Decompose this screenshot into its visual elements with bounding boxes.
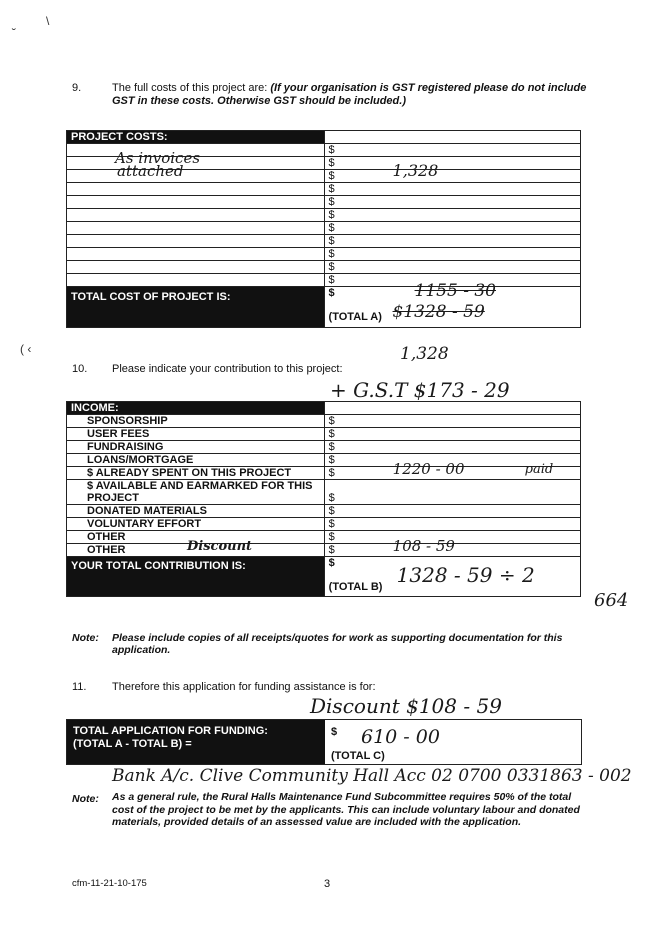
income-label: $ AVAILABLE AND EARMARKED FOR THIS PROJECT bbox=[87, 480, 313, 504]
total-contribution-label: YOUR TOTAL CONTRIBUTION IS: bbox=[67, 557, 325, 597]
income-dollar: $ bbox=[328, 441, 335, 453]
project-cost-description: As invoices bbox=[115, 149, 201, 167]
project-cost-dollar: $ bbox=[328, 248, 335, 260]
total-b-value: 1328 - 59 ÷ 2 bbox=[396, 563, 535, 587]
scan-mark: ( ‹ bbox=[20, 342, 32, 356]
income-dollar: $ bbox=[328, 454, 335, 466]
question-11-number: 11. bbox=[72, 681, 87, 693]
project-cost-dollar: $ bbox=[328, 157, 335, 169]
income-row bbox=[67, 480, 581, 505]
project-cost-row bbox=[67, 261, 581, 274]
project-cost-dollar: $ bbox=[328, 196, 335, 208]
income-dollar: $ bbox=[328, 467, 335, 479]
project-cost-amount: 1,328 bbox=[392, 161, 439, 180]
income-label: FUNDRAISING bbox=[87, 441, 164, 453]
income-dollar: $ bbox=[328, 518, 335, 530]
income-label: LOANS/MORTGAGE bbox=[87, 454, 194, 466]
discount-note: Discount $108 - 59 bbox=[310, 694, 502, 718]
project-cost-dollar: $ bbox=[328, 222, 335, 234]
question-9-number: 9. bbox=[72, 82, 82, 94]
total-b-label: (TOTAL B) bbox=[328, 581, 383, 593]
income-row bbox=[67, 544, 581, 557]
question-9-text: The full costs of this project are: bbox=[112, 82, 268, 94]
question-9 bbox=[112, 82, 592, 108]
funding-label-cell bbox=[67, 720, 325, 764]
total-a-corrected: 1,328 bbox=[400, 344, 449, 364]
income-label: OTHER bbox=[87, 544, 126, 556]
income-label: DONATED MATERIALS bbox=[87, 505, 207, 517]
note-2-label: Note: bbox=[72, 793, 99, 805]
form-code: cfm-11-21-10-175 bbox=[72, 878, 147, 889]
income-dollar: $ bbox=[328, 415, 335, 427]
income-label: $ ALREADY SPENT ON THIS PROJECT bbox=[87, 467, 292, 479]
question-9-instruction: (If your organisation is GST registered please do not include GST in these costs. Otherwise GST should be included.) bbox=[112, 82, 587, 107]
income-amount: 1220 - 00 bbox=[392, 460, 465, 478]
total-cost-label: TOTAL COST OF PROJECT IS: bbox=[67, 287, 325, 328]
funding-formula: (TOTAL A - TOTAL B) = bbox=[73, 738, 192, 750]
project-cost-row bbox=[67, 222, 581, 235]
total-a-dollar: $ bbox=[328, 287, 335, 299]
income-dollar: $ bbox=[328, 544, 335, 556]
project-cost-row bbox=[67, 209, 581, 222]
income-dollar: $ bbox=[328, 505, 335, 517]
income-dollar: $ bbox=[328, 531, 335, 543]
project-costs-table bbox=[66, 130, 581, 328]
note-1-text: Please include copies of all receipts/quotes for work as supporting documentation for this application. bbox=[112, 632, 563, 656]
income-header: INCOME: bbox=[67, 402, 325, 415]
income-label: SPONSORSHIP bbox=[87, 415, 168, 427]
gst-note: + G.S.T $173 - 29 bbox=[330, 378, 510, 402]
scan-mark: \ bbox=[46, 14, 50, 28]
project-cost-dollar: $ bbox=[328, 144, 335, 156]
income-status-note: paid bbox=[524, 462, 554, 477]
income-label: VOLUNTARY EFFORT bbox=[87, 518, 202, 530]
income-table bbox=[66, 401, 581, 597]
project-cost-dollar: $ bbox=[328, 274, 335, 286]
total-b-dollar: $ bbox=[328, 557, 335, 569]
note-2-text: As a general rule, the Rural Halls Maintenance Fund Subcommittee requires 50% of the total cost of the project to be met by the applicants. This can include voluntary labour and donated materials, provided details of an assessed value are included with the application. bbox=[112, 791, 580, 828]
income-dollar: $ bbox=[328, 428, 335, 440]
income-other-description: Discount bbox=[187, 539, 253, 554]
project-cost-row bbox=[67, 274, 581, 287]
total-c-label: (TOTAL C) bbox=[331, 750, 385, 762]
income-row bbox=[67, 505, 581, 518]
project-cost-dollar: $ bbox=[328, 209, 335, 221]
question-11-text: Therefore this application for funding assistance is for: bbox=[112, 681, 376, 693]
project-costs-header: PROJECT COSTS: bbox=[67, 131, 325, 144]
funding-value: 610 - 00 bbox=[361, 726, 440, 748]
income-row bbox=[67, 428, 581, 441]
project-cost-row bbox=[67, 196, 581, 209]
note-1-label: Note: bbox=[72, 632, 99, 644]
funding-box bbox=[66, 719, 582, 765]
total-a-struck-1: 1155 - 30 bbox=[414, 281, 496, 301]
income-label: USER FEES bbox=[87, 428, 150, 440]
project-cost-description: attached bbox=[117, 162, 184, 180]
question-10-number: 10. bbox=[72, 363, 88, 375]
income-row bbox=[67, 415, 581, 428]
scan-mark: ˘ bbox=[12, 26, 16, 40]
project-cost-dollar: $ bbox=[328, 235, 335, 247]
page-number: 3 bbox=[324, 878, 331, 890]
project-cost-row bbox=[67, 183, 581, 196]
income-row bbox=[67, 441, 581, 454]
project-cost-row bbox=[67, 170, 581, 183]
contribution-half-note: 664 bbox=[594, 590, 629, 611]
project-cost-row bbox=[67, 248, 581, 261]
income-row bbox=[67, 518, 581, 531]
funding-dollar: $ bbox=[331, 726, 338, 738]
question-10-text: Please indicate your contribution to this project: bbox=[112, 363, 343, 375]
income-row bbox=[67, 531, 581, 544]
project-cost-dollar: $ bbox=[328, 261, 335, 273]
income-row bbox=[67, 467, 581, 480]
income-dollar: $ bbox=[328, 492, 335, 504]
income-label: OTHER bbox=[87, 531, 126, 543]
total-a-label: (TOTAL A) bbox=[328, 311, 382, 323]
total-a-struck-2: $1328 - 59 bbox=[392, 302, 485, 322]
income-row bbox=[67, 454, 581, 467]
project-cost-row bbox=[67, 235, 581, 248]
funding-label: TOTAL APPLICATION FOR FUNDING: bbox=[73, 725, 268, 737]
project-cost-dollar: $ bbox=[328, 170, 335, 182]
income-amount: 108 - 59 bbox=[392, 537, 455, 555]
bank-account-note: Bank A/c. Clive Community Hall Acc 02 0700 0331863 - 002 bbox=[112, 766, 632, 786]
project-cost-dollar: $ bbox=[328, 183, 335, 195]
